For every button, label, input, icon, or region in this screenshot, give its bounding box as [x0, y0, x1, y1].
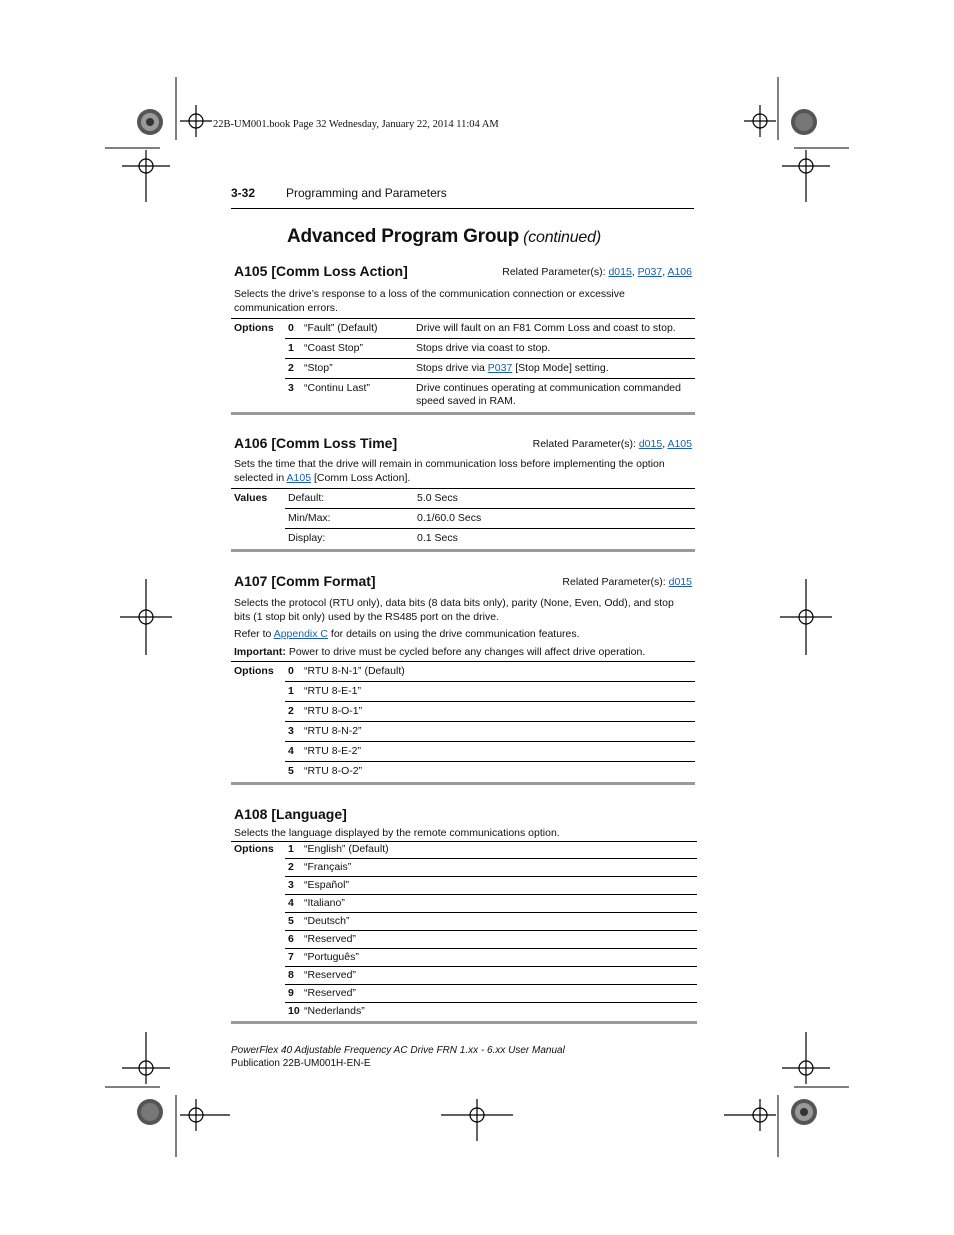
link-d015[interactable]: d015 [668, 576, 692, 588]
important-note: Important: Power to drive must be cycled before any changes will affect drive operation. [234, 646, 646, 658]
param-description: Selects the protocol (RTU only), data bits (8 data bits only), parity (None, Even, Odd), and stop bits (1 stop bit only) used by the RS485 port on the drive. [234, 597, 674, 623]
option-name: “RTU 8-E-2” [304, 742, 695, 762]
option-name: “Coast Stop” [304, 339, 416, 359]
section-end-rule [231, 549, 695, 552]
table-row [231, 985, 697, 1003]
param-description: Selects the language displayed by the remote communications option. [234, 827, 560, 839]
option-number: 6 [285, 931, 304, 949]
table-row [231, 529, 695, 549]
link-a106[interactable]: A106 [667, 266, 692, 278]
option-name: “RTU 8-O-1” [304, 702, 695, 722]
link-a105[interactable]: A105 [286, 472, 312, 484]
table-row [231, 842, 697, 859]
table-row [231, 931, 697, 949]
table-row [231, 1003, 697, 1021]
option-name: “RTU 8-O-2” [304, 762, 695, 782]
option-number: 10 [285, 1003, 304, 1021]
options-table [231, 841, 697, 1020]
param-a107 [231, 573, 695, 785]
option-desc: Stops drive via P037 [Stop Mode] setting. [416, 359, 695, 379]
param-a106 [231, 435, 695, 552]
option-name: “Fault” (Default) [304, 319, 416, 339]
link-d015[interactable]: d015 [638, 438, 663, 450]
options-table [231, 318, 695, 411]
link-a105[interactable]: A105 [667, 438, 692, 450]
table-row [231, 967, 697, 985]
related-params: Related Parameter(s): d015 [562, 576, 692, 588]
option-number: 2 [285, 359, 304, 379]
values-table [231, 488, 695, 548]
section-end-rule [231, 1021, 697, 1024]
table-row [231, 359, 695, 379]
table-row [231, 895, 697, 913]
options-label: Options [231, 319, 285, 339]
options-label: Options [231, 842, 285, 859]
value-val: 0.1/60.0 Secs [417, 509, 695, 529]
option-number: 9 [285, 985, 304, 1003]
table-row [231, 859, 697, 877]
option-number: 5 [285, 762, 304, 782]
value-key: Min/Max: [285, 509, 417, 529]
table-row [231, 682, 695, 702]
table-row [231, 702, 695, 722]
link-d015[interactable]: d015 [608, 266, 632, 278]
running-header: Programming and Parameters [286, 186, 447, 200]
option-name: “Reserved” [304, 985, 697, 1003]
option-name: “Deutsch” [304, 913, 697, 931]
param-description: Selects the drive’s response to a loss of the communication connection or excessive communication errors. [234, 288, 625, 314]
param-name: A108 [Language] [234, 806, 347, 822]
option-number: 1 [285, 842, 304, 859]
option-number: 1 [285, 339, 304, 359]
option-number: 8 [285, 967, 304, 985]
page-footer [231, 1044, 565, 1070]
footer-manual-title: PowerFlex 40 Adjustable Frequency AC Drive FRN 1.xx - 6.xx User Manual [231, 1045, 565, 1056]
option-name: “Nederlands” [304, 1003, 697, 1021]
header-rule [231, 208, 694, 209]
options-label: Options [231, 662, 285, 682]
option-name: “English” (Default) [304, 842, 697, 859]
value-key: Default: [285, 489, 417, 509]
table-row [231, 762, 695, 782]
option-name: “Français” [304, 859, 697, 877]
param-a105 [231, 263, 695, 415]
title-main: Advanced Program Group [287, 226, 520, 247]
option-name: “Reserved” [304, 931, 697, 949]
option-name: “RTU 8-E-1” [304, 682, 695, 702]
related-params: Related Parameter(s): d015, A105 [532, 438, 692, 450]
param-a108 [231, 806, 697, 1024]
value-val: 5.0 Secs [417, 489, 695, 509]
option-name: “Reserved” [304, 967, 697, 985]
table-row [231, 742, 695, 762]
table-row [231, 949, 697, 967]
table-row [231, 319, 695, 339]
option-name: “Continu Last” [304, 379, 416, 412]
option-number: 0 [285, 319, 304, 339]
page-title [287, 226, 601, 248]
table-row [231, 379, 695, 412]
link-p037[interactable]: P037 [487, 362, 513, 374]
table-row [231, 509, 695, 529]
option-desc: Stops drive via coast to stop. [416, 339, 695, 359]
print-slug: 22B-UM001.book Page 32 Wednesday, January 22, 2014 11:04 AM [213, 119, 499, 130]
option-name: “RTU 8-N-1” (Default) [304, 662, 695, 682]
option-number: 5 [285, 913, 304, 931]
option-name: “RTU 8-N-2” [304, 722, 695, 742]
option-number: 3 [285, 877, 304, 895]
section-end-rule [231, 412, 695, 415]
title-continued: (continued) [523, 229, 601, 246]
option-number: 1 [285, 682, 304, 702]
table-row [231, 662, 695, 682]
param-name: A105 [Comm Loss Action] [234, 263, 408, 279]
option-number: 0 [285, 662, 304, 682]
footer-publication: Publication 22B-UM001H-EN-E [231, 1058, 371, 1069]
option-name: “Português” [304, 949, 697, 967]
option-name: “Italiano” [304, 895, 697, 913]
values-label: Values [231, 489, 285, 509]
option-number: 7 [285, 949, 304, 967]
table-row [231, 913, 697, 931]
option-desc: Drive continues operating at communication commanded speed saved in RAM. [416, 379, 695, 412]
value-key: Display: [285, 529, 417, 549]
option-number: 4 [285, 742, 304, 762]
option-number: 2 [285, 859, 304, 877]
option-number: 4 [285, 895, 304, 913]
table-row [231, 877, 697, 895]
option-name: “Español” [304, 877, 697, 895]
param-description: Sets the time that the drive will remain in communication loss before implementing the option selected in A105 [Comm Loss Action]. [234, 458, 665, 484]
table-row [231, 722, 695, 742]
related-params: Related Parameter(s): d015, P037, A106 [502, 266, 692, 278]
option-number: 2 [285, 702, 304, 722]
link-p037[interactable]: P037 [637, 266, 663, 278]
refer-note: Refer to Appendix C for details on using the drive communication features. [234, 628, 580, 640]
option-desc: Drive will fault on an F81 Comm Loss and coast to stop. [416, 319, 695, 339]
param-name: A106 [Comm Loss Time] [234, 435, 398, 451]
table-row [231, 339, 695, 359]
section-end-rule [231, 782, 695, 785]
link-appendix-c[interactable]: Appendix C [273, 628, 328, 640]
table-row [231, 489, 695, 509]
value-val: 0.1 Secs [417, 529, 695, 549]
param-name: A107 [Comm Format] [234, 573, 376, 589]
options-table [231, 661, 695, 781]
option-name: “Stop” [304, 359, 416, 379]
option-number: 3 [285, 722, 304, 742]
page-number: 3-32 [231, 186, 256, 200]
option-number: 3 [285, 379, 304, 412]
